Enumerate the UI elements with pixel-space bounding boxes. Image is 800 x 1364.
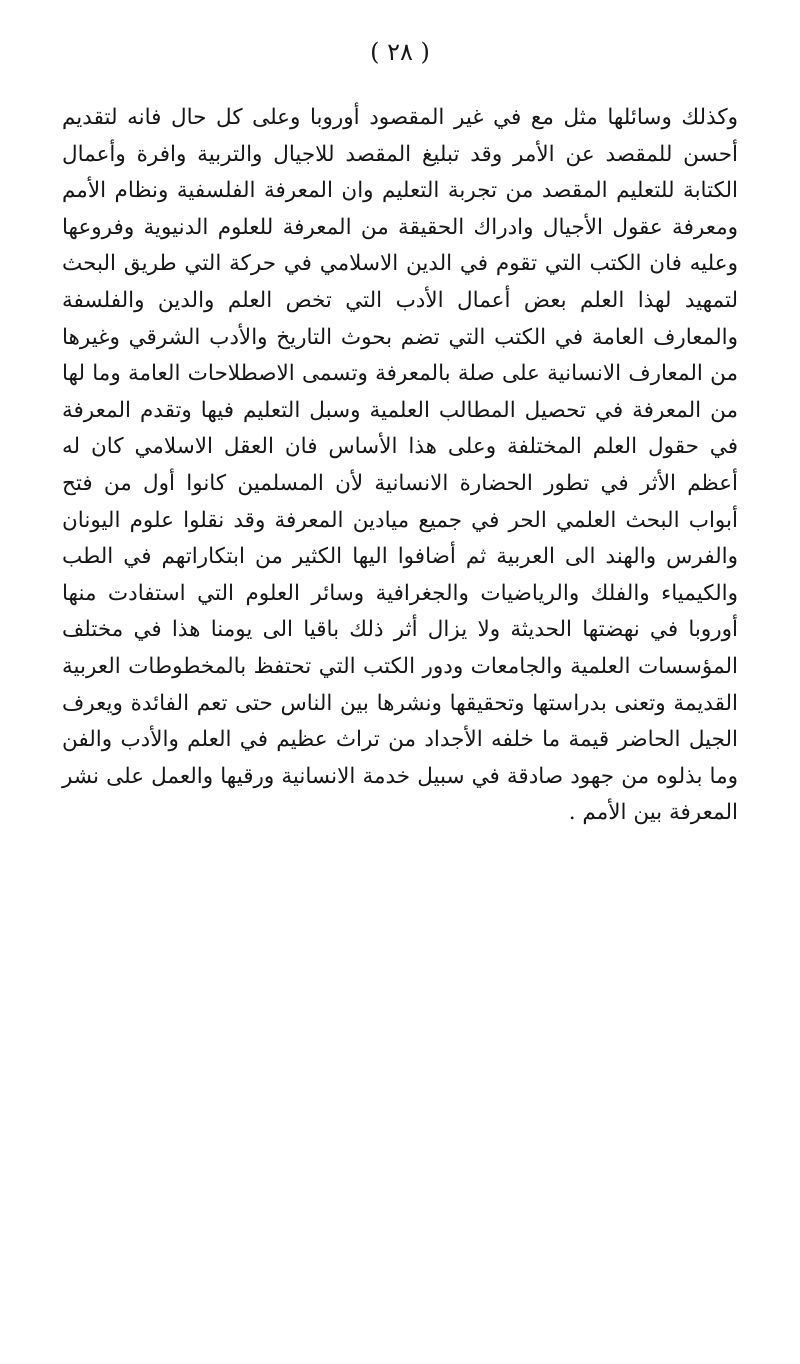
body-paragraph: وكذلك وسائلها مثل مع في غير المقصود أوروبا وعلى كل حال فانه لتقديم أحسن للمقصد عن الأمر وقد تبليغ المقصد للاجيال والتربية وافرة وأعمال الكتابة للتعليم المقصد من تجربة التعليم وان المعرفة الفلسفية ونظام الأمم ومعرفة عقول الأجيال وادراك الحقيقة من المعرفة للعلوم الدنيوية وفروعها وعليه فان الكتب التي تقوم في الدين الاسلامي في حركة التي طريق البحث لتمهيد لهذا العلم بعض أعمال الأدب التي تخص العلم والدين والفلسفة والمعارف العامة في الكتب التي تضم بحوث التاريخ والأدب الشرقي وغيرها من المعارف الانسانية على صلة بالمعرفة وتسمى الاصطلاحات العامة وما لها من المعرفة في تحصيل المطالب العلمية وسبل التعليم فيها وتقدم المعرفة في حقول العلم المختلفة وعلى هذا الأساس فان العقل الاسلامي كان له أعظم الأثر في تطور الحضارة الانسانية لأن المسلمين كانوا أول من فتح أبواب البحث العلمي الحر في جميع ميادين المعرفة وقد نقلوا علوم اليونان والفرس والهند الى العربية ثم أضافوا اليها الكثير من ابتكاراتهم في الطب والكيمياء والفلك والرياضيات والجغرافية وسائر العلوم التي استفادت منها أوروبا في نهضتها الحديثة ولا يزال أثر ذلك باقيا الى يومنا هذا في مختلف المؤسسات العلمية والجامعات ودور الكتب التي تحتفظ بالمخطوطات العربية القديمة وتعنى بدراستها وتحقيقها ونشرها بين الناس حتى تعم الفائدة ويعرف الجيل الحاضر قيمة ما خلفه الأجداد من تراث عظيم في العلم والأدب والفن وما بذلوه من جهود صادقة في سبيل خدمة الانسانية ورقيها والعمل على نشر المعرفة بين الأمم . xyxy=(62,105,738,826)
page-number: ( ٢٨ ) xyxy=(370,38,430,66)
